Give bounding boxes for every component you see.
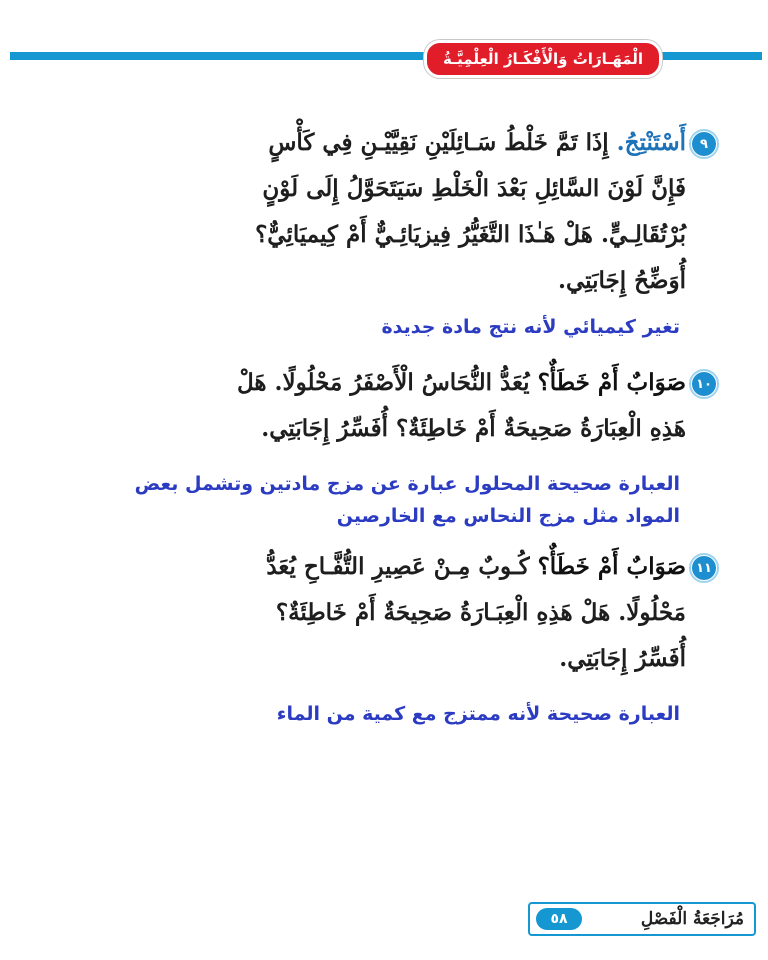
question-text: إِذَا تَمَّ خَلْطُ سَـائِلَيْنِ نَقِيَّيْـنِ فِي كَأْسٍ bbox=[268, 129, 609, 156]
question-text: كُـوبٌ مِـنْ عَصِيرِ التُّفَّـاحِ يُعَدُّ bbox=[266, 553, 530, 580]
question-number-9: ٩ bbox=[692, 132, 716, 156]
chapter-review-footer bbox=[528, 902, 756, 936]
question-line: فَإِنَّ لَوْنَ السَّائِلِ بَعْدَ الْخَلْطِ سَيَتَحَوَّلُ إِلَى لَوْنٍ bbox=[262, 175, 686, 202]
answer-11 bbox=[277, 698, 680, 730]
question-line bbox=[237, 360, 686, 406]
question-line: هَذِهِ الْعِبَارَةُ صَحِيحَةٌ أَمْ خَاطِئَةٌ؟ أُفَسِّرُ إِجَابَتِي. bbox=[261, 415, 686, 442]
question-10 bbox=[237, 360, 686, 452]
question-11 bbox=[266, 544, 686, 682]
question-lead: صَوَابٌ أَمْ خَطَأٌ؟ bbox=[537, 553, 686, 580]
answer-line: المواد مثل مزج النحاس مع الخارصين bbox=[336, 505, 680, 527]
question-line bbox=[266, 544, 686, 590]
question-number-11: ١١ bbox=[692, 556, 716, 580]
question-line bbox=[255, 120, 686, 166]
question-line: أُوَضِّحُ إِجَابَتِي. bbox=[557, 267, 686, 294]
answer-line: تغير كيميائي لأنه نتج مادة جديدة bbox=[381, 316, 680, 338]
question-9 bbox=[255, 120, 686, 304]
footer-title: مُرَاجَعَةُ الْفَصْلِ bbox=[640, 909, 744, 929]
question-lead: صَوَابٌ أَمْ خَطَأٌ؟ bbox=[537, 369, 686, 396]
answer-line: العبارة صحيحة لأنه ممتزج مع كمية من الماء bbox=[276, 703, 680, 725]
question-text: يُعَدُّ النُّحَاسُ الْأَصْفَرُ مَحْلُولًا. هَلْ bbox=[237, 369, 530, 396]
question-line: مَحْلُولًا. هَلْ هَذِهِ الْعِبَـارَةُ صَحِيحَةٌ أَمْ خَاطِئَةٌ؟ bbox=[275, 599, 686, 626]
section-title: الْمَهَـارَاتُ وَالْأَفْكَـارُ الْعِلْمِيَّـةُ bbox=[442, 50, 644, 68]
answer-line: العبارة صحيحة المحلول عبارة عن مزج مادتين وتشمل بعض bbox=[134, 473, 680, 495]
question-lead: أَسْتَنْتِجُ. bbox=[616, 129, 686, 156]
question-line: أُفَسِّرُ إِجَابَتِي. bbox=[559, 645, 686, 672]
section-title-banner bbox=[424, 40, 662, 78]
answer-9 bbox=[381, 311, 680, 343]
page-number: ٥٨ bbox=[536, 908, 582, 930]
answer-10 bbox=[135, 468, 680, 532]
question-line: بُرْتُقَالِـيٍّ. هَلْ هَـٰذَا التَّغَيُّرُ فِيزيَائِـيٌّ أَمْ كِيميَائِيٌّ؟ bbox=[255, 221, 686, 248]
question-number-10: ١٠ bbox=[692, 372, 716, 396]
